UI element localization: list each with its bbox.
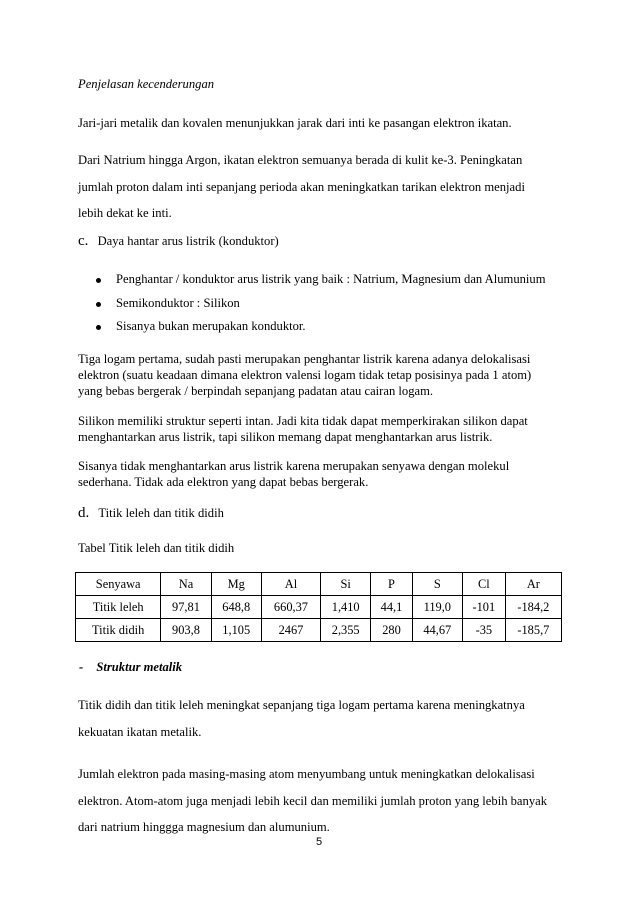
- table-cell: Titik leleh: [76, 596, 161, 619]
- table-cell: 2467: [261, 619, 320, 642]
- bullet-dot-icon: [96, 273, 104, 281]
- struktur-heading-row: [79, 660, 182, 675]
- table-row: [76, 619, 562, 642]
- text-line: menghantarkan arus listrik, tapi silikon memang dapat menghantarkan arus listrik.: [78, 430, 493, 444]
- table-cell: 2,355: [321, 619, 371, 642]
- table-caption: Tabel Titik leleh dan titik didih: [78, 541, 235, 555]
- text-line: elektron. Atom-atom juga menjadi lebih kecil dan memiliki jumlah proton yang lebih banyak: [78, 793, 548, 808]
- table-cell: 648,8: [211, 596, 261, 619]
- table-header-cell: Ar: [505, 573, 561, 596]
- struktur-heading: Struktur metalik: [96, 660, 183, 674]
- section-c-heading: [78, 233, 279, 250]
- paragraph-silikon: [78, 413, 578, 445]
- section-c-letter: c.: [78, 233, 89, 249]
- table-cell: 119,0: [412, 596, 462, 619]
- text-line: kekuatan ikatan metalik.: [78, 724, 202, 739]
- table-cell: 280: [371, 619, 412, 642]
- bullet-item-bukan-konduktor: Sisanya bukan merupakan konduktor.: [116, 319, 306, 333]
- table-header-cell: Na: [161, 573, 211, 596]
- paragraph-jari-jari: Jari-jari metalik dan kovalen menunjukkan jarak dari inti ke pasangan elektron ikatan.: [78, 116, 512, 130]
- table-cell: -184,2: [505, 596, 561, 619]
- table-cell: -185,7: [505, 619, 561, 642]
- text-line: Titik didih dan titik leleh meningkat sepanjang tiga logam pertama karena meningkatnya: [78, 698, 525, 712]
- table-cell: 660,37: [261, 596, 320, 619]
- bullet-item-konduktor: Penghantar / konduktor arus listrik yang baik : Natrium, Magnesium dan Alumunium: [116, 272, 546, 286]
- table-header-cell: Si: [321, 573, 371, 596]
- table-header-row: [76, 573, 562, 596]
- text-line: Dari Natrium hingga Argon, ikatan elektron semuanya berada di kulit ke-3. Peningkatan: [78, 153, 523, 167]
- table-cell: 1,410: [321, 596, 371, 619]
- table-header-cell: Mg: [211, 573, 261, 596]
- text-line: elektron (suatu keadaan dimana elektron valensi logam tidak tetap posisinya pada 1 atom): [78, 368, 532, 382]
- table-cell: 44,67: [412, 619, 462, 642]
- paragraph-sisanya: [78, 458, 578, 490]
- section-d-letter: d.: [78, 505, 90, 521]
- table-cell: 97,81: [161, 596, 211, 619]
- table-cell: 903,8: [161, 619, 211, 642]
- text-line: Tiga logam pertama, sudah pasti merupakan penghantar listrik karena adanya delokalisasi: [78, 352, 531, 366]
- section-d-heading: [78, 505, 224, 522]
- text-line: dari natrium hinggga magnesium dan alumunium.: [78, 820, 330, 834]
- text-line: Jumlah elektron pada masing-masing atom menyumbang untuk meningkatkan delokalisasi: [78, 767, 535, 781]
- bullet-dot-icon: [96, 320, 104, 328]
- table-cell: -101: [462, 596, 505, 619]
- table-cell: Titik didih: [76, 619, 161, 642]
- table-header-cell: S: [412, 573, 462, 596]
- paragraph-titik-didih: [78, 692, 578, 745]
- text-line: jumlah proton dalam inti sepanjang perioda akan meningkatkan tarikan elektron menjadi: [78, 179, 525, 194]
- table-header-cell: Al: [261, 573, 320, 596]
- paragraph-jumlah-elektron: [78, 761, 578, 841]
- table-row: [76, 596, 562, 619]
- text-line: yang bebas bergerak / berpindah sepanjang padatan atau cairan logam.: [78, 384, 434, 398]
- melting-boiling-table: [75, 572, 562, 642]
- heading-penjelasan: Penjelasan kecenderungan: [78, 77, 215, 91]
- bullet-item-semikonduktor: Semikonduktor : Silikon: [116, 296, 240, 310]
- table-cell: 44,1: [371, 596, 412, 619]
- bullet-dot-icon: [96, 297, 104, 305]
- text-line: sederhana. Tidak ada elektron yang dapat bebas bergerak.: [78, 475, 369, 489]
- paragraph-tiga-logam: [78, 351, 578, 399]
- text-line: Silikon memiliki struktur seperti intan. Jadi kita tidak dapat memperkirakan silikon dapat: [78, 414, 528, 428]
- page-number: 5: [315, 836, 323, 848]
- section-d-title: Titik leleh dan titik didih: [98, 506, 224, 520]
- section-c-title: Daya hantar arus listrik (konduktor): [97, 234, 279, 248]
- table-header-cell: P: [371, 573, 412, 596]
- struktur-dash: -: [79, 660, 84, 674]
- table-cell: 1,105: [211, 619, 261, 642]
- text-line: Sisanya tidak menghantarkan arus listrik karena merupakan senyawa dengan molekul: [78, 459, 510, 473]
- text-line: lebih dekat ke inti.: [78, 206, 172, 220]
- table-cell: -35: [462, 619, 505, 642]
- table-header-cell: Cl: [462, 573, 505, 596]
- paragraph-natrium-argon: [78, 147, 578, 227]
- table-header-cell: Senyawa: [76, 573, 161, 596]
